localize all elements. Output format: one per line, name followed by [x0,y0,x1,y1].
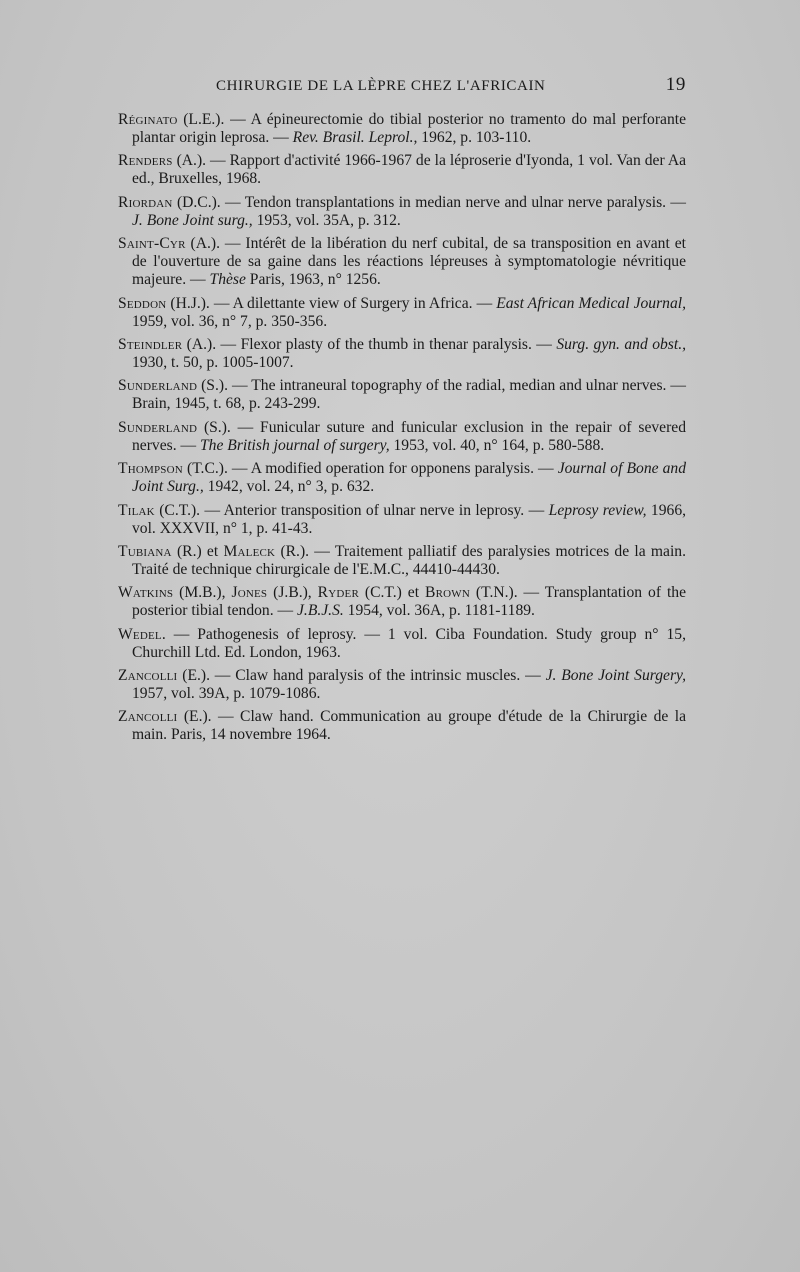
bibliography-entry [118,708,686,744]
author-name: Maleck [223,542,276,560]
entry-text: 1953, vol. 35A, p. 312. [252,211,401,229]
publication-title: East African Medical Journal, [496,294,686,312]
entry-text: (S.). — Funicular suture and funicular exclusion in the repair of severed nerves. — [132,418,686,454]
bibliography-entry [118,111,686,147]
author-name: Tilak [118,501,155,519]
entry-text: (T.N.). — Transplantation of the posterior tibial tendon. — [132,584,686,620]
entry-text: (D.C.). — Tendon transplantations in median nerve and ulnar nerve paralysis. — [172,193,686,211]
entry-text: 1962, p. 103-110. [417,129,532,146]
bibliography-entry [118,235,686,289]
publication-title: Rev. Brasil. Leprol., [292,129,418,146]
bibliography-entry [118,584,686,620]
author-name: Sunderland [118,377,198,395]
publication-title: J.B.J.S. [297,602,344,620]
bibliography-entry [118,419,686,455]
author-name: Seddon [118,294,167,312]
publication-title: Journal of Bone and Joint Surg., [132,460,687,496]
entry-text: 1957, vol. 39A, p. 1079-1086. [132,685,321,703]
entry-text: (C.T.). — Anterior transposition of ulnar nerve in leprosy. — [154,501,549,519]
entry-text: (A.). — Intérêt de la libération du nerf cubital, de sa transposition en avant et de l'ouverture de sa gaine dans les réactions lépreuses à symptomatologie névritique majeure. — [132,235,686,289]
bibliography-entry [118,194,686,230]
author-name: Thompson [118,460,183,478]
entry-text: 1954, vol. 36A, p. 1181-1189. [343,602,535,620]
entry-text: (A.). — Flexor plasty of the thumb in thenar paralysis. — [182,335,557,353]
entry-text: (H.J.). — A dilettante view of Surgery in Africa. — [166,294,497,312]
bibliography-entry [118,543,686,579]
author-name: Watkins [118,584,174,602]
entry-text: Paris, 1963, n° 1256. [245,271,381,289]
author-name: Riordan [118,193,173,211]
bibliography-entry [118,152,686,188]
publication-title: J. Bone Joint Surgery, [545,667,686,685]
entry-text: (S.). — The intraneural topography of the radial, median and ulnar nerves. — Brain, 1945, t. 68, p. 243-299. [132,377,686,413]
page-number: 19 [665,74,686,95]
entry-text: (R.) et [171,542,224,560]
entry-text: . — Pathogenesis of leprosy. — 1 vol. Ciba Foundation. Study group n° 15, Churchill Ltd. Ed. London, 1963. [132,625,686,661]
publication-title: The British journal of surgery, [200,436,390,454]
bibliography-entry [118,667,686,703]
bibliography-list [118,111,686,750]
publication-title: Thèse [209,271,246,289]
author-name: Tubiana [118,542,172,560]
author-name: Sunderland [118,418,198,436]
entry-text: (A.). — Rapport d'activité 1966-1967 de la léproserie d'Iyonda, 1 vol. Van der Aa ed., Bruxelles, 1968. [132,152,686,188]
publication-title: J. Bone Joint surg., [132,211,253,229]
entry-text: 1953, vol. 40, n° 164, p. 580-588. [389,436,605,454]
entry-text: (E.). — Claw hand paralysis of the intrinsic muscles. — [177,667,546,685]
author-name: Renders [118,152,173,170]
author-name: Ryder [317,584,359,602]
entry-text: 1959, vol. 36, n° 7, p. 350-356. [132,312,328,330]
entry-text: (C.T.) et [359,584,425,602]
author-name: Zancolli [118,708,178,726]
bibliography-entry [118,377,686,413]
entry-text: 1966, vol. XXXVII, n° 1, p. 41-43. [132,501,687,537]
author-name: Saint-Cyr [118,235,186,253]
entry-text: 1930, t. 50, p. 1005-1007. [132,353,294,371]
author-name: Brown [424,584,470,602]
entry-text: (M.B.), [173,584,232,602]
author-name: Réginato [118,111,178,128]
bibliography-entry [118,460,686,496]
running-title: CHIRURGIE DE LA LÈPRE CHEZ L'AFRICAIN [216,78,546,94]
entry-text: (J.B.), [267,584,318,602]
bibliography-entry [118,502,686,538]
entry-text: (E.). — Claw hand. Communication au groupe d'étude de la Chirurgie de la main. Paris, 14 novembre 1964. [132,708,686,744]
publication-title: Leprosy review, [548,501,647,519]
bibliography-entry [118,295,686,331]
entry-text: 1942, vol. 24, n° 3, p. 632. [203,478,375,496]
author-name: Zancolli [118,667,178,685]
publication-title: Surg. gyn. and obst., [556,335,686,353]
author-name: Jones [231,584,268,602]
entry-text: (T.C.). — A modified operation for opponens paralysis. — [182,460,558,478]
bibliography-entry [118,626,686,662]
author-name: Steindler [118,335,183,353]
bibliography-entry [118,336,686,372]
author-name: Wedel [118,625,162,643]
entry-text: (L.E.). — A épineurectomie do tibial posterior no tramento do mal perforante plantar origin leprosa. — [132,111,686,146]
entry-text: (R.). — Traitement palliatif des paralysies motrices de la main. Traité de technique chirurgicale de l'E.M.C., 44410-44430. [132,542,686,578]
